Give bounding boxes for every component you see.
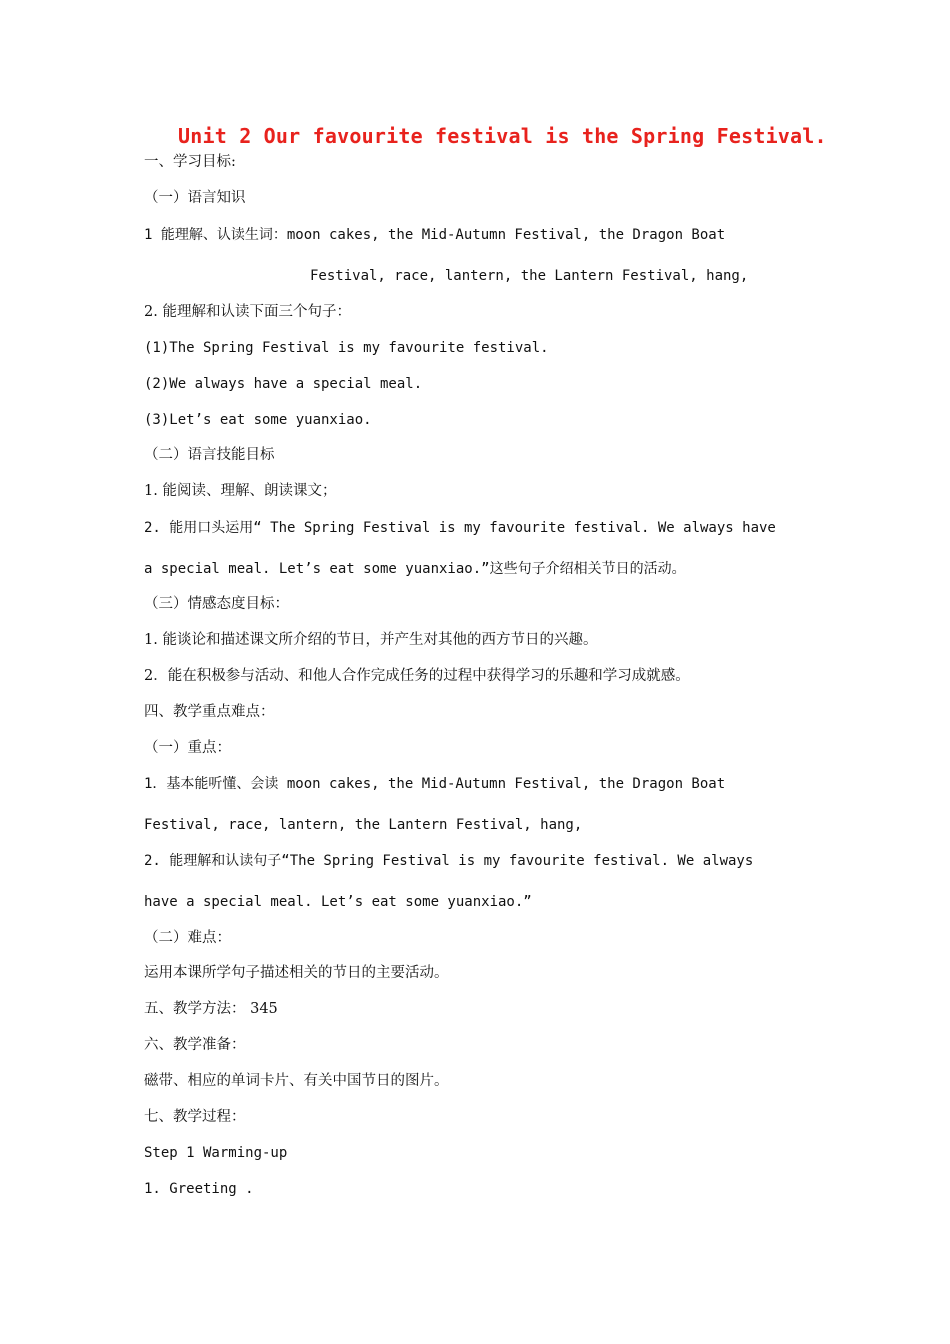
attitude-goal-1: 1. 能谈论和描述课文所介绍的节日，并产生对其他的西方节日的兴趣。 [144, 632, 598, 648]
skill-goal-2-line-2: a special meal. Let’s eat some yuanxiao.”这些句子介绍相关节日的活动。 [144, 561, 686, 577]
skill-goal-2-line-1: 2. 能用口头运用“ The Spring Festival is my favourite festival. We always have [144, 520, 776, 536]
section-heading-key-points: 四、教学重点难点： [144, 704, 275, 720]
subheading-key-points: （一）重点： [144, 740, 231, 756]
attitude-goal-2: 2．能在积极参与活动、和他人合作完成任务的过程中获得学习的乐趣和学习成就感。 [144, 668, 690, 684]
document-title: Unit 2 Our favourite festival is the Spring Festival. [178, 124, 827, 148]
vocab-item-line-2: Festival, race, lantern, the Lantern Festival, hang, [310, 268, 749, 284]
greeting-item: 1. Greeting . [144, 1181, 254, 1197]
section-heading-preparation: 六、教学准备： [144, 1037, 246, 1053]
sentence-2: (2)We always have a special meal. [144, 376, 423, 392]
skill-goal-1: 1. 能阅读、理解、朗读课文； [144, 483, 337, 499]
vocab-item-line-1: 1 能理解、认读生词：moon cakes, the Mid-Autumn Festival, the Dragon Boat [144, 227, 726, 243]
sentences-intro: 2. 能理解和认读下面三个句子： [144, 304, 351, 320]
subheading-difficulties: （二）难点： [144, 930, 231, 946]
preparation-text: 磁带、相应的单词卡片、有关中国节日的图片。 [144, 1073, 449, 1089]
key-point-2-line-1: 2. 能理解和认读句子“The Spring Festival is my favourite festival. We always [144, 853, 754, 869]
subheading-language-knowledge: （一）语言知识 [144, 190, 246, 206]
key-point-1-line-1: 1．基本能听懂、会读 moon cakes, the Mid-Autumn Festival, the Dragon Boat [144, 776, 726, 792]
difficulty-text: 运用本课所学句子描述相关的节日的主要活动。 [144, 965, 449, 981]
subheading-skill-goals: （二）语言技能目标 [144, 447, 275, 463]
sentence-1: (1)The Spring Festival is my favourite festival. [144, 340, 549, 356]
subheading-attitude-goals: （三）情感态度目标： [144, 596, 289, 612]
key-point-2-line-2: have a special meal. Let’s eat some yuanxiao.” [144, 894, 532, 910]
step-1-heading: Step 1 Warming-up [144, 1145, 288, 1161]
section-heading-objectives: 一、学习目标: [144, 154, 236, 170]
section-heading-methods: 五、教学方法： 345 [144, 1001, 278, 1017]
section-heading-process: 七、教学过程： [144, 1109, 246, 1125]
sentence-3: (3)Let’s eat some yuanxiao. [144, 412, 372, 428]
key-point-1-line-2: Festival, race, lantern, the Lantern Festival, hang, [144, 817, 583, 833]
